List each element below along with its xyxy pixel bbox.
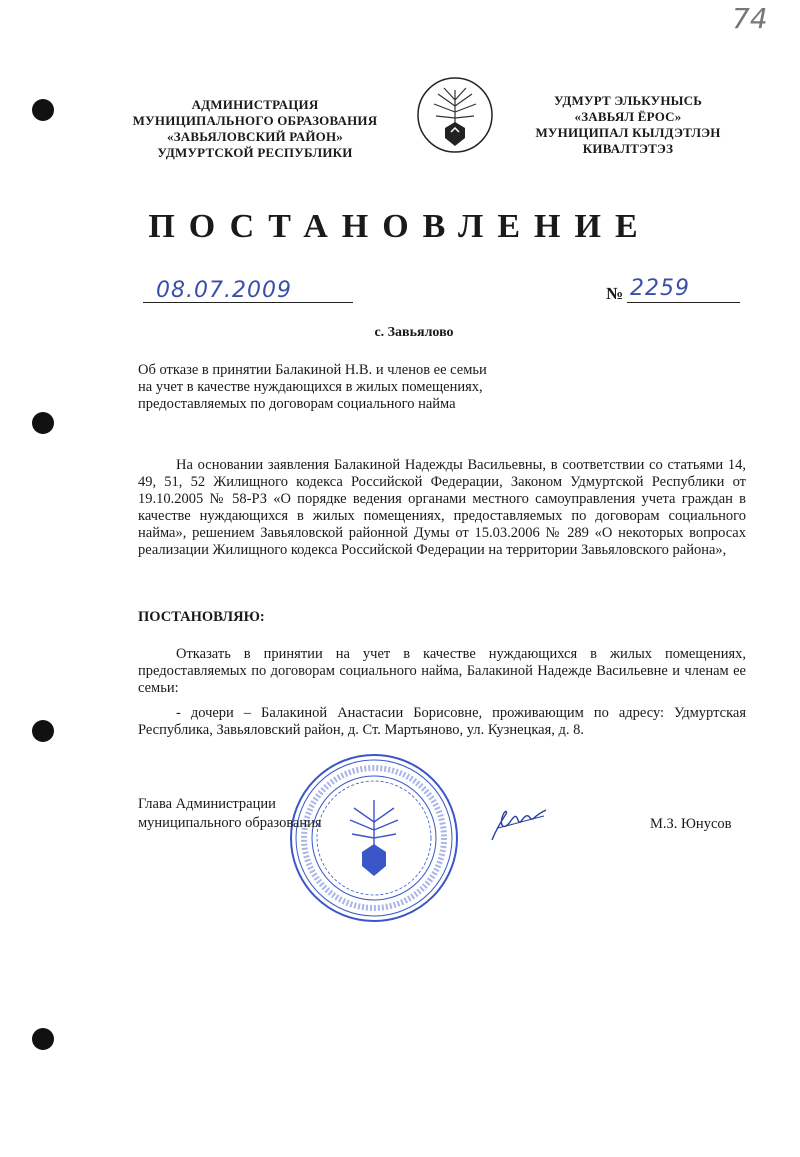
official-stamp-icon: [288, 752, 460, 924]
number-label: №: [606, 284, 624, 303]
punch-hole: [32, 720, 54, 742]
signatory-position: Глава Администрации муниципального образования: [138, 796, 322, 831]
punch-hole: [32, 412, 54, 434]
page-number: 74: [732, 2, 768, 35]
document-date: 08.07.2009: [156, 278, 292, 303]
handwritten-signature-icon: [484, 800, 554, 850]
date-underline: [143, 302, 353, 303]
document-title: ПОСТАНОВЛЕНИЕ: [148, 208, 652, 245]
header-left: АДМИНИСТРАЦИЯ МУНИЦИПАЛЬНОГО ОБРАЗОВАНИЯ «ЗАВЬЯЛОВСКИЙ РАЙОН» УДМУРТСКОЙ РЕСПУБЛИКИ: [132, 97, 378, 160]
resolve-heading: ПОСТАНОВЛЯЮ:: [138, 609, 265, 625]
punch-hole: [32, 1028, 54, 1050]
document-number: 2259: [630, 276, 690, 301]
number-underline: [627, 302, 740, 303]
place: с. Завьялово: [374, 325, 454, 340]
emblem-icon: [416, 76, 494, 154]
resolution-paragraph: Отказать в принятии на учет в качестве нуждающихся в жилых помещениях, предоставляемых по договорам социального найма, Балакиной Надежде Васильевне и членам ее семьи:: [138, 646, 746, 696]
punch-hole: [32, 99, 54, 121]
resolution-list-item: - дочери – Балакиной Анастасии Борисовне, проживающим по адресу: Удмуртская Республика, Завьяловский район, д. Ст. Мартьяново, ул. Кузнецкая, д. 8.: [138, 705, 746, 738]
preamble-paragraph: На основании заявления Балакиной Надежды Васильевны, в соответствии со статьями 14, 49, 51, 52 Жилищного кодекса Российской Федерации, Законом Удмуртской Республики от 19.10.2005 № 58-РЗ «О порядке ведения органами местного самоуправления учета граждан в качестве нуждающихся в жилых помещениях, предоставляемых по договорам социального найма», решением Завьяловской районной Думы от 15.03.2006 № 289 «О некоторых вопросах реализации Жилищного кодекса Российской Федерации на территории Завьяловского района»,: [138, 457, 746, 558]
signatory-name: М.З. Юнусов: [650, 816, 732, 832]
subject: Об отказе в принятии Балакиной Н.В. и членов ее семьи на учет в качестве нуждающихся в жилых помещениях, предоставляемых по договорам социального найма: [138, 362, 487, 412]
header-right: УДМУРТ ЭЛЬКУНЫСЬ «ЗАВЬЯЛ ЁРОС» МУНИЦИПАЛ КЫЛДЭТЛЭН КИВАЛТЭТЭЗ: [535, 93, 721, 156]
